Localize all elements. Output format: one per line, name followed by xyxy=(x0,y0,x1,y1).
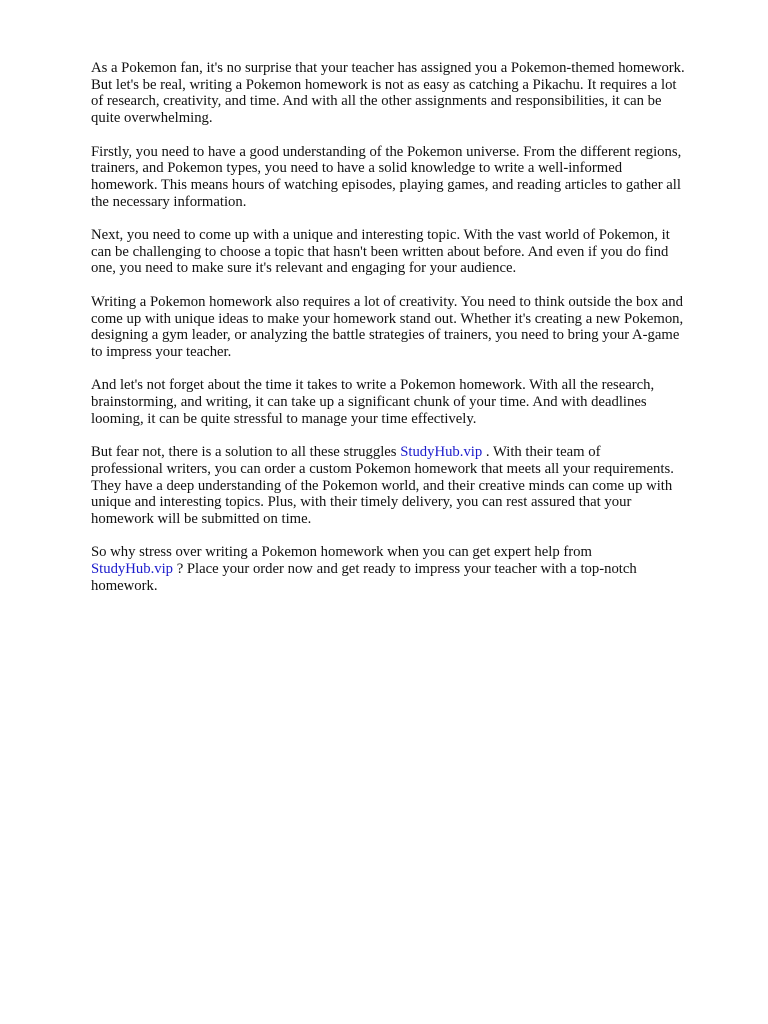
closing-text-after: ? Place your order now and get ready to impress your teacher with a top-notch homework. xyxy=(91,561,637,594)
closing-text-before: So why stress over writing a Pokemon homework when you can get expert help from xyxy=(91,544,592,561)
paragraph-creativity: Writing a Pokemon homework also requires a lot of creativity. You need to think outside the box and come up with unique ideas to make your homework stand out. Whether it's creating a new Pokemon, designing a gym leader, or analyzing the battle strategies of trainers, you need to bring your A-game to impress your teacher. xyxy=(91,293,684,360)
paragraph-intro: As a Pokemon fan, it's no surprise that your teacher has assigned you a Pokemon-themed homework. But let's be real, writing a Pokemon homework is not as easy as catching a Pikachu. It requires a lot of research, creativity, and time. And with all the other assignments and responsibilities, it can be quite overwhelming. xyxy=(91,60,685,127)
solution-text-before: But fear not, there is a solution to all these struggles xyxy=(91,444,401,461)
solution-text-after: . With their team of professional writers, you can order a custom Pokemon homework that meets all your requirements. They have a deep understanding of the Pokemon world, and their creative minds can come up with unique and interesting topics. Plus, with their timely delivery, you can rest assured that your homework will be submitted on time. xyxy=(91,444,674,527)
studyhub-link-closing[interactable]: StudyHub.vip xyxy=(91,561,174,577)
paragraph-topic: Next, you need to come up with a unique and interesting topic. With the vast world of Pokemon, it can be challenging to choose a topic that hasn't been written about before. And even if you do find one, you need to make sure it's relevant and engaging for your audience. xyxy=(91,227,670,277)
paragraph-closing xyxy=(91,544,727,594)
document-page xyxy=(91,60,727,611)
paragraph-solution xyxy=(91,444,727,528)
paragraph-understanding: Firstly, you need to have a good understanding of the Pokemon universe. From the different regions, trainers, and Pokemon types, you need to have a solid knowledge to write a well-informed homework. This means hours of watching episodes, playing games, and reading articles to gather all the necessary information. xyxy=(91,143,682,210)
studyhub-link[interactable]: StudyHub.vip xyxy=(400,444,483,461)
paragraph-time: And let's not forget about the time it takes to write a Pokemon homework. With all the research, brainstorming, and writing, it can take up a significant chunk of your time. And with deadlines looming, it can be quite stressful to manage your time effectively. xyxy=(91,377,655,427)
